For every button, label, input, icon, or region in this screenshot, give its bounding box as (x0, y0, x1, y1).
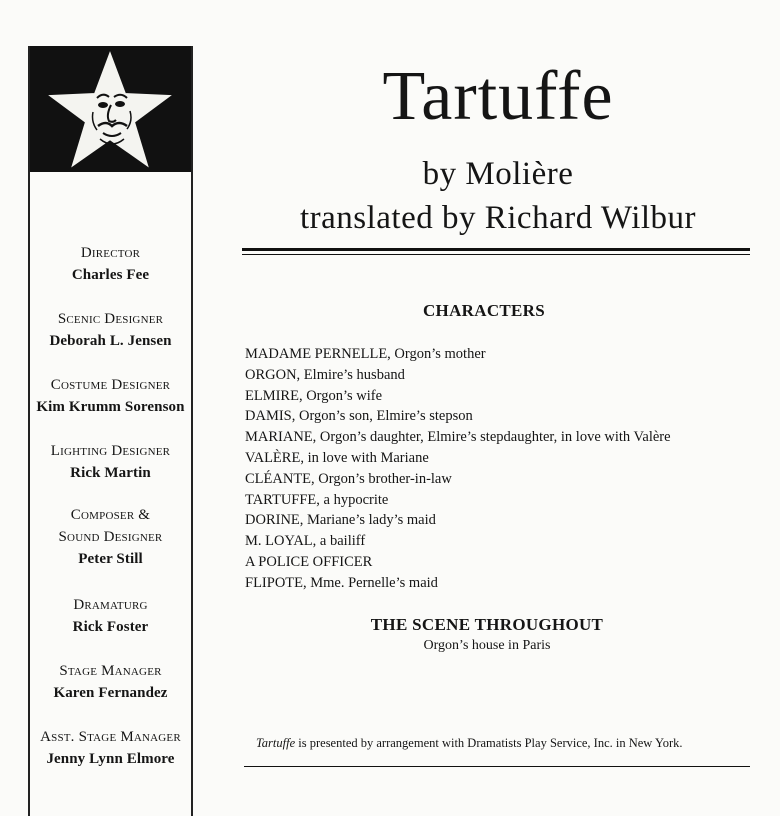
play-title: Tartuffe (382, 58, 614, 135)
cast-item: ELMIRE, Orgon’s wife (245, 387, 383, 404)
star-face-icon (30, 46, 191, 172)
credit-name: Peter Still (78, 551, 143, 567)
credit-name: Deborah L. Jensen (49, 333, 172, 349)
cast-item: DORINE, Mariane’s lady’s maid (245, 512, 436, 529)
cast-item: FLIPOTE, Mme. Pernelle’s maid (245, 574, 438, 591)
credit-costume-designer (30, 374, 191, 418)
cast-item: MADAME PERNELLE, Orgon’s mother (245, 346, 486, 362)
credit-name: Jenny Lynn Elmore (46, 751, 175, 767)
credit-role: Director (80, 245, 141, 261)
credit-name: Rick Foster (72, 619, 149, 635)
credit-stage-manager (30, 660, 191, 704)
cast-item: CLÉANTE, Orgon’s brother-in-law (245, 470, 452, 487)
credit-role: Scenic Designer (57, 311, 164, 327)
credit-scenic-designer (30, 308, 191, 352)
credit-role: Dramaturg (73, 597, 148, 613)
credit-composer-sound-designer (30, 504, 191, 570)
rights-footnote (256, 734, 766, 752)
footer-divider (244, 766, 750, 767)
credit-role-line-2: Sound Designer (58, 529, 163, 545)
credit-director (30, 242, 191, 286)
scene-location: Orgon’s house in Paris (423, 638, 551, 653)
credit-name: Kim Krumm Sorenson (36, 399, 185, 415)
author-byline: by Molière (422, 156, 574, 192)
cast-item: ORGON, Elmire’s husband (245, 366, 405, 383)
scene-heading: THE SCENE THROUGHOUT (370, 615, 604, 634)
cast-item: TARTUFFE, a hypocrite (245, 491, 389, 508)
credit-lighting-designer (30, 440, 191, 484)
credit-role: Costume Designer (50, 377, 171, 393)
footnote-text: is presented by arrangement with Dramatists Play Service, Inc. in New York. (295, 736, 683, 750)
credit-role: Lighting Designer (50, 443, 171, 459)
header-divider-thick (242, 248, 750, 251)
header-divider-thin (242, 254, 750, 255)
cast-item: VALÈRE, in love with Mariane (245, 449, 429, 466)
translator-byline: translated by Richard Wilbur (299, 200, 697, 236)
credit-asst-stage-manager (30, 726, 191, 770)
credit-dramaturg (30, 594, 191, 638)
credits-sidebar (28, 46, 193, 816)
cast-item: A POLICE OFFICER (245, 553, 373, 570)
cast-item: DAMIS, Orgon’s son, Elmire’s stepson (245, 408, 473, 425)
credit-name: Karen Fernandez (53, 685, 168, 701)
footnote-title: Tartuffe (256, 736, 296, 750)
cast-list (245, 344, 755, 594)
logo-panel (30, 46, 191, 172)
credit-role: Asst. Stage Manager (40, 729, 181, 745)
credit-name: Rick Martin (70, 465, 151, 481)
credit-role: Composer & (70, 507, 151, 523)
cast-item: M. LOYAL, a bailiff (245, 533, 366, 550)
cast-item: MARIANE, Orgon’s daughter, Elmire’s stepdaughter, in love with Valère (245, 429, 671, 446)
main-content (228, 0, 768, 800)
characters-heading: CHARACTERS (422, 301, 546, 320)
credit-role: Stage Manager (59, 663, 162, 679)
credit-name: Charles Fee (71, 267, 150, 283)
